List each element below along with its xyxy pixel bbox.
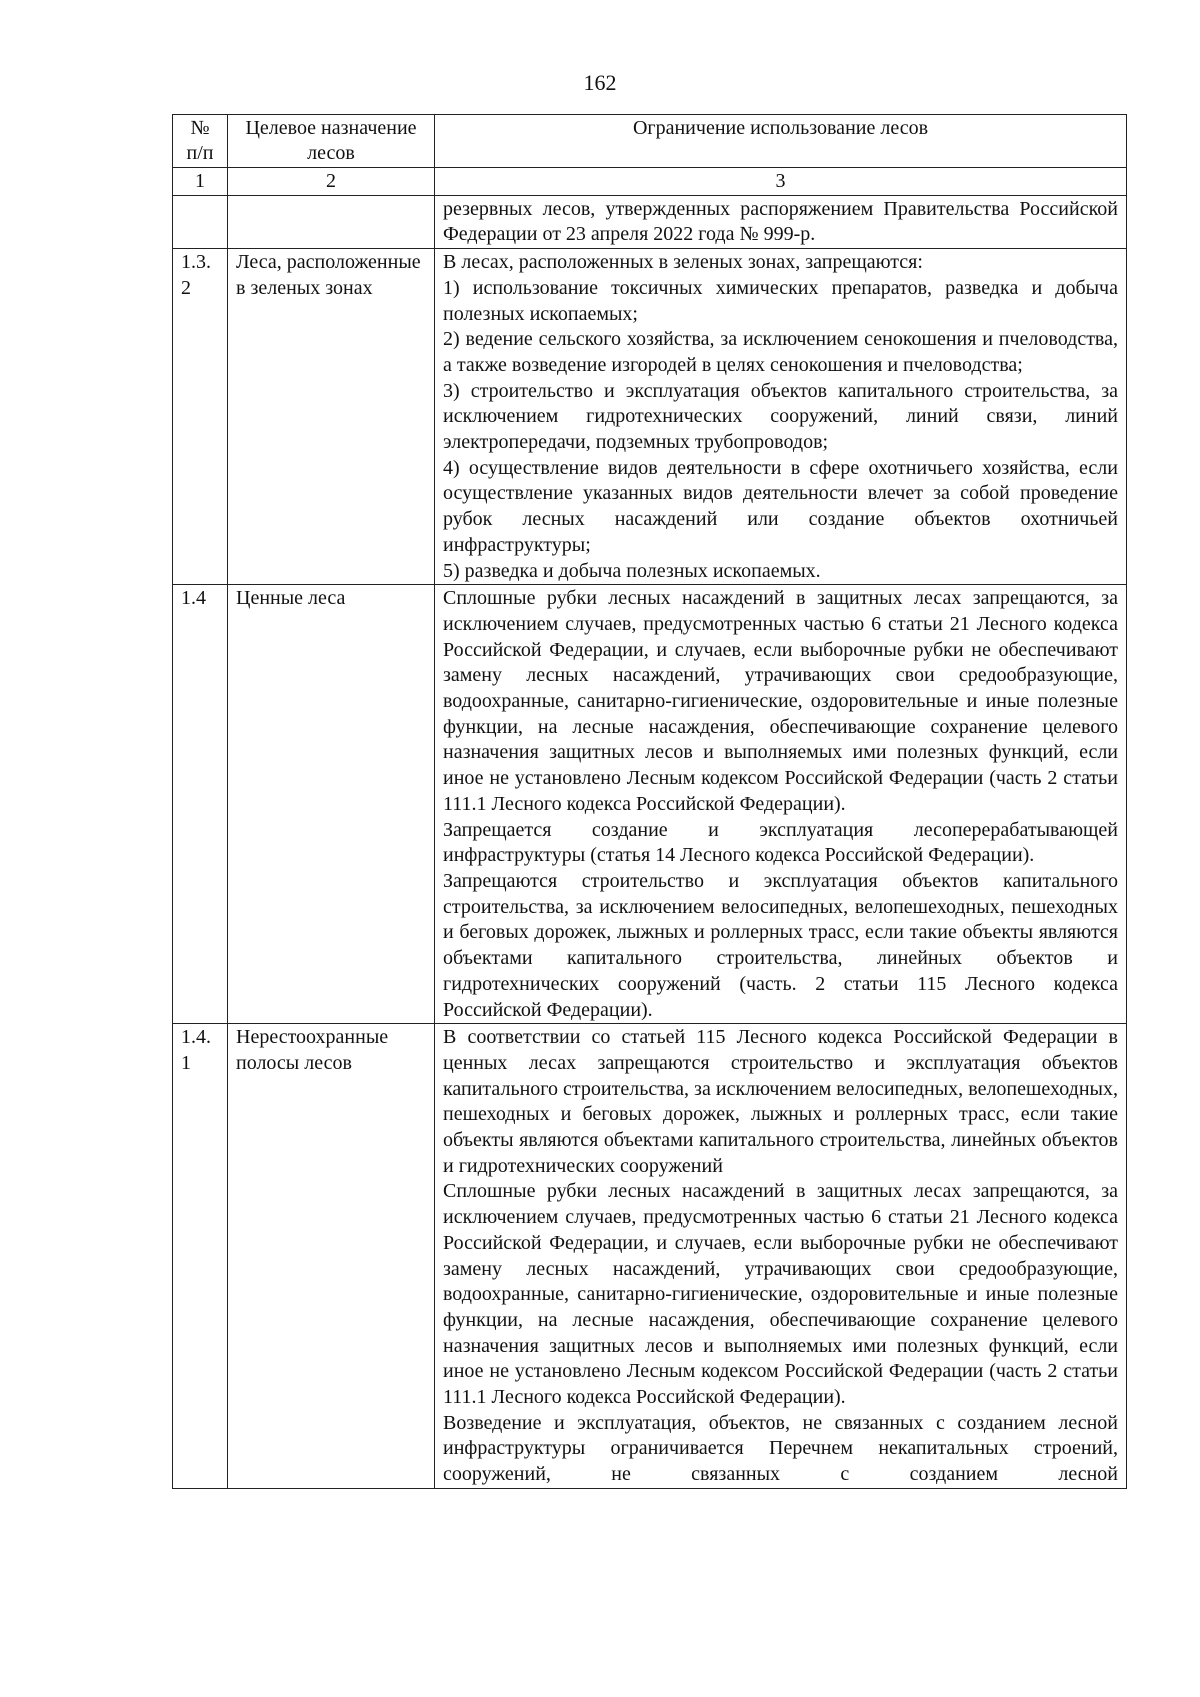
- restrictions-table: [172, 114, 1127, 1489]
- row-number: 1.4.1: [173, 1024, 228, 1489]
- row-restriction: [435, 585, 1127, 1024]
- restriction-paragraph: 4) осуществление видов деятельности в сфере охотничьего хозяйства, если осуществление указанных видов деятельности влечет за собой проведение рубок лесных насаждений или создание объектов охотничьей инфраструктуры;: [443, 456, 1118, 556]
- column-number: 2: [228, 168, 435, 196]
- header-number: № п/п: [173, 115, 228, 168]
- table-row: [173, 1024, 1127, 1489]
- row-number: 1.3.2: [173, 249, 228, 585]
- row-number: 1.4: [173, 585, 228, 1024]
- restriction-paragraph: В соответствии со статьей 115 Лесного кодекса Российской Федерации в ценных лесах запрещаются строительство и эксплуатация объектов капитального строительства, за исключением велосипедных, велопешеходных, пешеходных и беговых дорожек, лыжных и роллерных трасс, если такие объекты являются объектами капитального строительства, линейных объектов и гидротехнических сооружений: [443, 1026, 1118, 1177]
- table-header-row: [173, 115, 1127, 168]
- row-restriction: [435, 249, 1127, 585]
- restriction-paragraph: Запрещаются строительство и эксплуатация объектов капитального строительства, за исключением велосипедных, велопешеходных, пешеходных и беговых дорожек, лыжных и роллерных трасс, если такие объекты являются объектами капитального строительства, линейных объектов и гидротехнических сооружений (часть. 2 статьи 115 Лесного кодекса Российской Федерации).: [443, 869, 1118, 1021]
- row-purpose: Ценные леса: [228, 585, 435, 1024]
- restriction-paragraph: Запрещается создание и эксплуатация лесоперерабатывающей инфраструктуры (статья 14 Лесного кодекса Российской Федерации).: [443, 818, 1118, 867]
- page-number: 162: [583, 70, 617, 95]
- restriction-paragraph: Сплошные рубки лесных насаждений в защитных лесах запрещаются, за исключением случаев, предусмотренных частью 6 статьи 21 Лесного кодекса Российской Федерации, и случаев, если выборочные рубки не обеспечивают замену лесных насаждений, утрачивающих свои средообразующие, водоохранные, санитарно-гигиенические, оздоровительные и иные полезные функции, на лесные насаждения, обеспечивающие сохранение целевого назначения защитных лесов и выполняемых ими полезных функций, если иное не установлено Лесным кодексом Российской Федерации (часть 2 статьи 111.1 Лесного кодекса Российской Федерации).: [443, 1180, 1118, 1409]
- header-restriction: Ограничение использование лесов: [435, 115, 1127, 168]
- restriction-paragraph: 2) ведение сельского хозяйства, за исключением сенокошения и пчеловодства, а также возведение изгородей в целях сенокошения и пчеловодства;: [443, 328, 1118, 376]
- restriction-paragraph: 5) разведка и добыча полезных ископаемых.: [443, 559, 821, 582]
- row-purpose: [228, 195, 435, 248]
- row-restriction: [435, 195, 1127, 248]
- restriction-paragraph: 1) использование токсичных химических препаратов, разведка и добыча полезных ископаемых;: [443, 276, 1118, 325]
- row-restriction: [435, 1024, 1127, 1489]
- restriction-paragraph: 3) строительство и эксплуатация объектов капитального строительства, за исключением гидротехнических сооружений, линий связи, линий электропередачи, подземных трубопроводов;: [443, 379, 1118, 454]
- restriction-paragraph: Сплошные рубки лесных насаждений в защитных лесах запрещаются, за исключением случаев, предусмотренных частью 6 статьи 21 Лесного кодекса Российской Федерации, и случаев, если выборочные рубки не обеспечивают замену лесных насаждений, утрачивающих свои средообразующие, водоохранные, санитарно-гигиенические, оздоровительные и иные полезные функции, на лесные насаждения, обеспечивающие сохранение целевого назначения защитных лесов и выполняемых ими полезных функций, если иное не установлено Лесным кодексом Российской Федерации (часть 2 статьи 111.1 Лесного кодекса Российской Федерации).: [443, 587, 1118, 815]
- row-purpose: Леса, расположенные в зеленых зонах: [228, 249, 435, 585]
- restriction-paragraph: Возведение и эксплуатация, объектов, не связанных с созданием лесной инфраструктуры ограничивается Перечнем некапитальных строений, сооружений, не связанных с созданием лесной: [443, 1411, 1118, 1486]
- row-purpose: Нерестоохранные полосы лесов: [228, 1024, 435, 1489]
- restriction-paragraph: резервных лесов, утвержденных распоряжением Правительства Российской Федерации от 23 апреля 2022 года № 999-р.: [443, 197, 1118, 246]
- table-row: [173, 249, 1127, 585]
- table-row: [173, 195, 1127, 248]
- restriction-paragraph: В лесах, расположенных в зеленых зонах, запрещаются:: [443, 251, 923, 274]
- column-number-row: [173, 168, 1127, 196]
- row-number: [173, 195, 228, 248]
- column-number: 3: [435, 168, 1127, 196]
- header-purpose: Целевое назначение лесов: [228, 115, 435, 168]
- column-number: 1: [173, 168, 228, 196]
- table-row: [173, 585, 1127, 1024]
